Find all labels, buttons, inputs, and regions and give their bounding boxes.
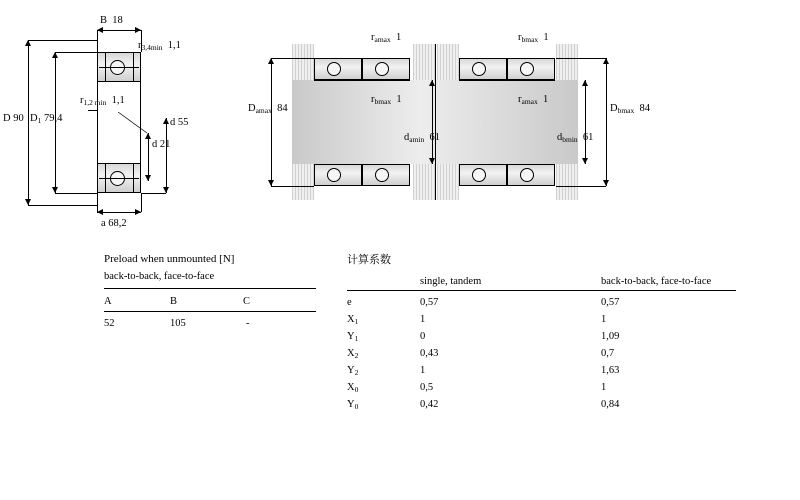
preload-header-C: C — [243, 296, 251, 307]
leader-d1 — [118, 112, 148, 134]
factors-row-label-X2: $X_2$ — [347, 348, 359, 360]
preload-table-rule-mid — [104, 311, 316, 312]
dim-line-D — [28, 40, 29, 205]
label-rbmax-inner-left: $r_{bmax}$ 1 — [371, 94, 402, 106]
factors-table-rule-top — [347, 290, 736, 291]
dim-line-dbmin — [585, 80, 586, 164]
ring-edge-top-right — [133, 53, 134, 82]
factors-row-e-btb: 0,57 — [601, 297, 620, 308]
factors-row-Y1-single: 0 — [420, 331, 426, 342]
sep-line-1 — [362, 58, 363, 80]
label-ramax-top-left: $r_{amax}$ 1 — [371, 32, 402, 44]
ball-r4 — [520, 62, 534, 76]
inner-race-line-top-left — [314, 80, 410, 81]
housing-block-mid-top — [413, 44, 435, 80]
factors-row-Y0-single: 0,42 — [420, 399, 439, 410]
factors-table-title: 计算系数 — [347, 253, 391, 266]
ext-line-d-bottom — [141, 193, 166, 194]
dim-arrow-damin-bottom — [429, 158, 435, 164]
dim-line-Damax — [271, 58, 272, 186]
housing-block-left-bottom — [292, 164, 314, 200]
preload-value-B: 105 — [170, 318, 186, 329]
factors-row-X1-single: 1 — [420, 314, 426, 325]
ext-line-a-left — [97, 193, 98, 212]
ext-line-a-right — [141, 193, 142, 212]
housing-block-mid2-top — [437, 44, 459, 80]
ring-edge-bottom-right — [133, 164, 134, 193]
housing-block-mid2-bottom — [437, 164, 459, 200]
ball-r5 — [327, 168, 341, 182]
ball-r1 — [327, 62, 341, 76]
ext-line-Damax-bottom — [271, 186, 314, 187]
sep-line-4 — [507, 164, 508, 186]
factors-header-btb-ftf: back-to-back, face-to-face — [601, 276, 712, 287]
inner-race-line-bottom-right — [459, 164, 555, 165]
factors-row-label-X1: $X_1$ — [347, 314, 359, 326]
dim-line-Dbmax — [606, 58, 607, 186]
dim-arrow-d1-bottom — [145, 175, 151, 181]
label-damin: $d_{amin}$ 61 — [404, 132, 440, 144]
dim-arrow-d-top — [163, 118, 169, 124]
dim-line-d1 — [148, 133, 149, 181]
ext-line-B-left — [97, 30, 98, 52]
ball-r3 — [472, 62, 486, 76]
dim-arrow-damin-top — [429, 80, 435, 86]
preload-table-rule-top — [104, 288, 316, 289]
ext-line-Dbmax-top — [556, 58, 606, 59]
ext-line-Dbmax-bottom — [556, 186, 606, 187]
factors-row-label-e: e — [347, 297, 352, 308]
factors-row-Y2-single: 1 — [420, 365, 426, 376]
factors-row-X2-single: 0,43 — [420, 348, 439, 359]
inner-race-line-top-right — [459, 80, 555, 81]
dim-arrow-dbmin-top — [582, 80, 588, 86]
factors-row-Y1-btb: 1,09 — [601, 331, 620, 342]
dim-label-a: a 68,2 — [101, 218, 127, 229]
preload-value-A: 52 — [104, 318, 115, 329]
dim-label-d1: d 21 — [152, 139, 171, 150]
dim-label-d: d 55 — [170, 117, 189, 128]
dim-line-d — [166, 118, 167, 193]
ext-line-D-bottom — [28, 205, 97, 206]
ball-r2 — [375, 62, 389, 76]
dim-line-damin — [432, 80, 433, 164]
factors-row-Y0-btb: 0,84 — [601, 399, 620, 410]
sep-line-2 — [362, 164, 363, 186]
leader-r34min — [133, 52, 141, 53]
factors-header-single-tandem: single, tandem — [420, 276, 482, 287]
housing-block-mid-bottom — [413, 164, 435, 200]
preload-header-B: B — [170, 296, 178, 307]
leader-r12min — [88, 110, 98, 111]
label-dbmin: $d_{bmin}$ 61 — [557, 132, 594, 144]
dim-label-r34min: $r_{3,4min}$ 1,1 — [138, 40, 181, 52]
ball-r7 — [472, 168, 486, 182]
dim-label-B: B 18 — [100, 15, 123, 26]
factors-row-label-X0: $X_0$ — [347, 382, 359, 394]
factors-row-X0-single: 0,5 — [420, 382, 434, 393]
dim-label-D1: $D_1$ 79,4 — [30, 113, 63, 125]
label-Dbmax: $D_{bmax}$ 84 — [610, 103, 651, 115]
preload-table-subtitle: back-to-back, face-to-face — [104, 271, 215, 282]
dim-label-r12min: $r_{1,2 min}$ 1,1 — [80, 95, 125, 107]
ball-r8 — [520, 168, 534, 182]
preload-table-title: Preload when unmounted [N] — [104, 253, 235, 265]
factors-row-Y2-btb: 1,63 — [601, 365, 620, 376]
ext-line-Damax-top — [271, 58, 314, 59]
factors-row-X2-btb: 0,7 — [601, 348, 615, 359]
factors-row-e-single: 0,57 — [420, 297, 439, 308]
ball-r6 — [375, 168, 389, 182]
ring-edge-bottom-left — [105, 164, 106, 193]
housing-block-left-top — [292, 44, 314, 80]
factors-row-X1-btb: 1 — [601, 314, 607, 325]
center-split-line — [435, 44, 436, 200]
ext-line-D1-bottom — [55, 193, 97, 194]
label-Damax: $D_{amax}$ 84 — [248, 103, 288, 115]
factors-row-label-Y0: $Y_0$ — [347, 399, 359, 411]
ext-line-D1-top — [55, 52, 97, 53]
factors-row-label-Y1: $Y_1$ — [347, 331, 359, 343]
label-rbmax-top-right: $r_{bmax}$ 1 — [518, 32, 549, 44]
inner-race-line-bottom-left — [314, 164, 410, 165]
factors-row-label-Y2: $Y_2$ — [347, 365, 359, 377]
ext-line-D-top — [28, 40, 97, 41]
housing-block-right-top — [556, 44, 578, 80]
housing-block-right-bottom — [556, 164, 578, 200]
dim-label-D: D 90 — [3, 113, 24, 124]
sep-line-3 — [507, 58, 508, 80]
factors-row-X0-btb: 1 — [601, 382, 607, 393]
preload-value-C: - — [246, 318, 250, 329]
label-ramax-inner-right: $r_{amax}$ 1 — [518, 94, 549, 106]
ring-edge-top-left — [105, 53, 106, 82]
dim-arrow-dbmin-bottom — [582, 158, 588, 164]
preload-header-A: A — [104, 296, 112, 307]
